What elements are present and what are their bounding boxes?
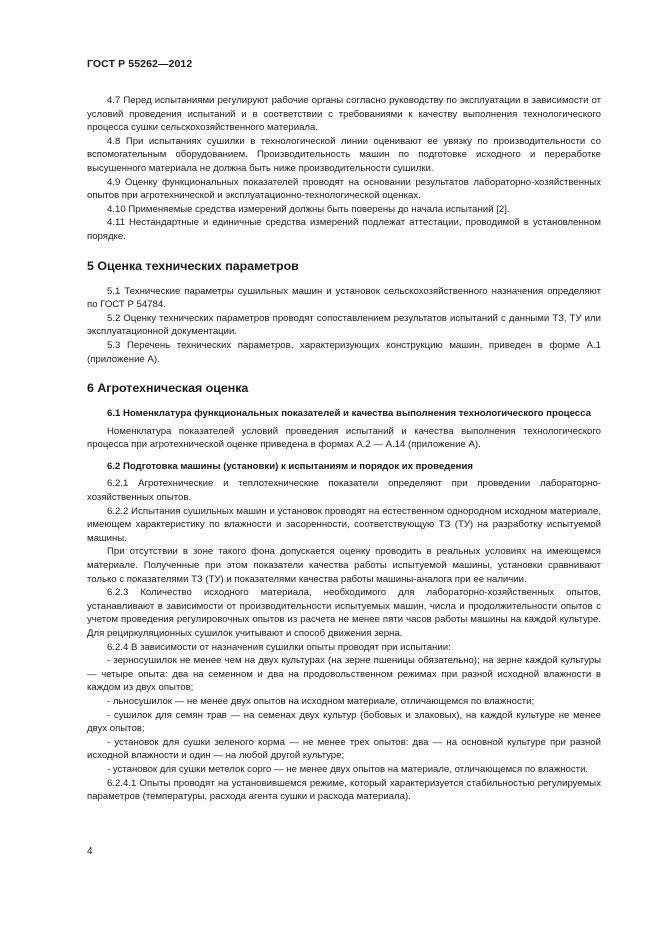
- subsection-6-2-body: [87, 477, 601, 803]
- paragraph: 6.2.2 Испытания сушильных машин и установок проводят на естественном однородном исходном материале, имеющем характеристику по влажности и засоренности, соответствующую ТЗ (ТУ) на разработку испытуемой машины.: [87, 505, 601, 544]
- section-5-body: [87, 285, 601, 367]
- list-item: - льносушилок — не менее двух опытов на исходном материале, отличающемся по влажности;: [107, 695, 535, 707]
- paragraph: 6.2.1 Агротехнические и теплотехнические показатели определяют при проведении лабораторно-хозяйственных опытов.: [87, 478, 601, 504]
- subsection-6-2-title: 6.2 Подготовка машины (установки) к испытаниям и порядок их проведения: [107, 460, 473, 472]
- paragraph: 5.2 Оценку технических параметров проводят сопоставлением результатов испытаний с данными ТЗ, ТУ или эксплуатационной документации.: [87, 312, 601, 338]
- paragraph: 6.2.4.1 Опыты проводят на установившемся режиме, который характеризуется стабильностью регулируемых параметров (температуры, расхода агента сушки и расхода материала).: [87, 777, 601, 803]
- page-number: 4: [87, 846, 93, 857]
- list-item: - сушилок для семян трав — на семенах двух культур (бобовых и злаковых), на каждой культуре не менее двух опытов;: [87, 709, 601, 735]
- section-6-title: 6 Агротехническая оценка: [87, 381, 249, 396]
- paragraph: 5.3 Перечень технических параметров, характеризующих конструкцию машин, приведен в форме А.1 (приложение А).: [87, 339, 601, 365]
- paragraph: При отсутствии в зоне такого фона допускается оценку проводить в реальных условиях на имеющемся материале. Полученные при этом показатели качества работы испытуемой машины, установки сравнивают только с показателями ТЗ (ТУ) и показателями качества работы машины-аналога при ее наличии.: [87, 546, 601, 585]
- document-header: ГОСТ Р 55262—2012: [87, 58, 193, 70]
- subsection-6-1-body: [87, 425, 601, 452]
- paragraph: Номенклатура показателей условий проведения испытаний и качества выполнения технологического процесса при агротехнической оценке приведена в формах А.2 — А.14 (приложение А).: [87, 425, 601, 451]
- list-item: - установок для сушки метелок сорго — не менее двух опытов на материале, отличающемся по влажности.: [107, 763, 589, 775]
- list-item: - установок для сушки зеленого корма — не менее трех опытов: два — на основной культуре при разной исходной влажности и один — на любой другой культуре;: [87, 736, 601, 762]
- paragraph: 4.9 Оценку функциональных показателей проводят на основании результатов лабораторно-хозяйственных опытов при агротехнической и эксплуатационно-технологической оценках.: [87, 176, 601, 202]
- paragraph: 6.2.4 В зависимости от назначения сушилки опыты проводят при испытании:: [107, 641, 451, 653]
- paragraph: 4.8 При испытаниях сушилки в технологической линии оценивают ее увязку по производительности со вспомогательным оборудованием. Производительность машин по подготовке исходного и переработке высушенного материала не должна быть ниже производительности сушилки.: [87, 135, 601, 174]
- list-item: - зерносушилок не менее чем на двух культурах (на зерне пшеницы обязательно); на зерне каждой культуры — четыре опыта: два на семенном и два на продовольственном режимах при разной исходной влажности в каждом из двух опытов;: [87, 655, 601, 694]
- paragraph: 4.11 Нестандартные и единичные средства измерений подлежат аттестации, проводимой в установленном порядке.: [87, 217, 601, 242]
- subsection-6-1-title: 6.1 Номенклатура функциональных показателей и качества выполнения технологического процесса: [107, 408, 591, 420]
- paragraph: 4.7 Перед испытаниями регулируют рабочие органы согласно руководству по эксплуатации в зависимости от условий проведения испытаний и в соответствии с требованиями к качеству выполнения технологического процесса сушки сельскохозяйственного материала.: [87, 95, 601, 134]
- paragraph: 4.10 Применяемые средства измерений должны быть поверены до начала испытаний [2].: [107, 203, 510, 215]
- section-5-title: 5 Оценка технических параметров: [87, 258, 299, 273]
- paragraph: 6.2.3 Количество исходного материала, необходимого для лабораторно-хозяйственных опытов, устанавливают в зависимости от производительности испытуемых машин, числа и продолжительности опытов с учетом проведения регулировочных опытов из расчета не менее пяти часов работы машины на каждой культуре. Для рециркуляционных сушилок учитывают и способ движения зерна.: [87, 587, 601, 639]
- paragraph: 5.1 Технические параметры сушильных машин и установок сельскохозяйственного назначения определяют по ГОСТ Р 54784.: [87, 285, 601, 311]
- block-4-paragraphs: [87, 94, 601, 244]
